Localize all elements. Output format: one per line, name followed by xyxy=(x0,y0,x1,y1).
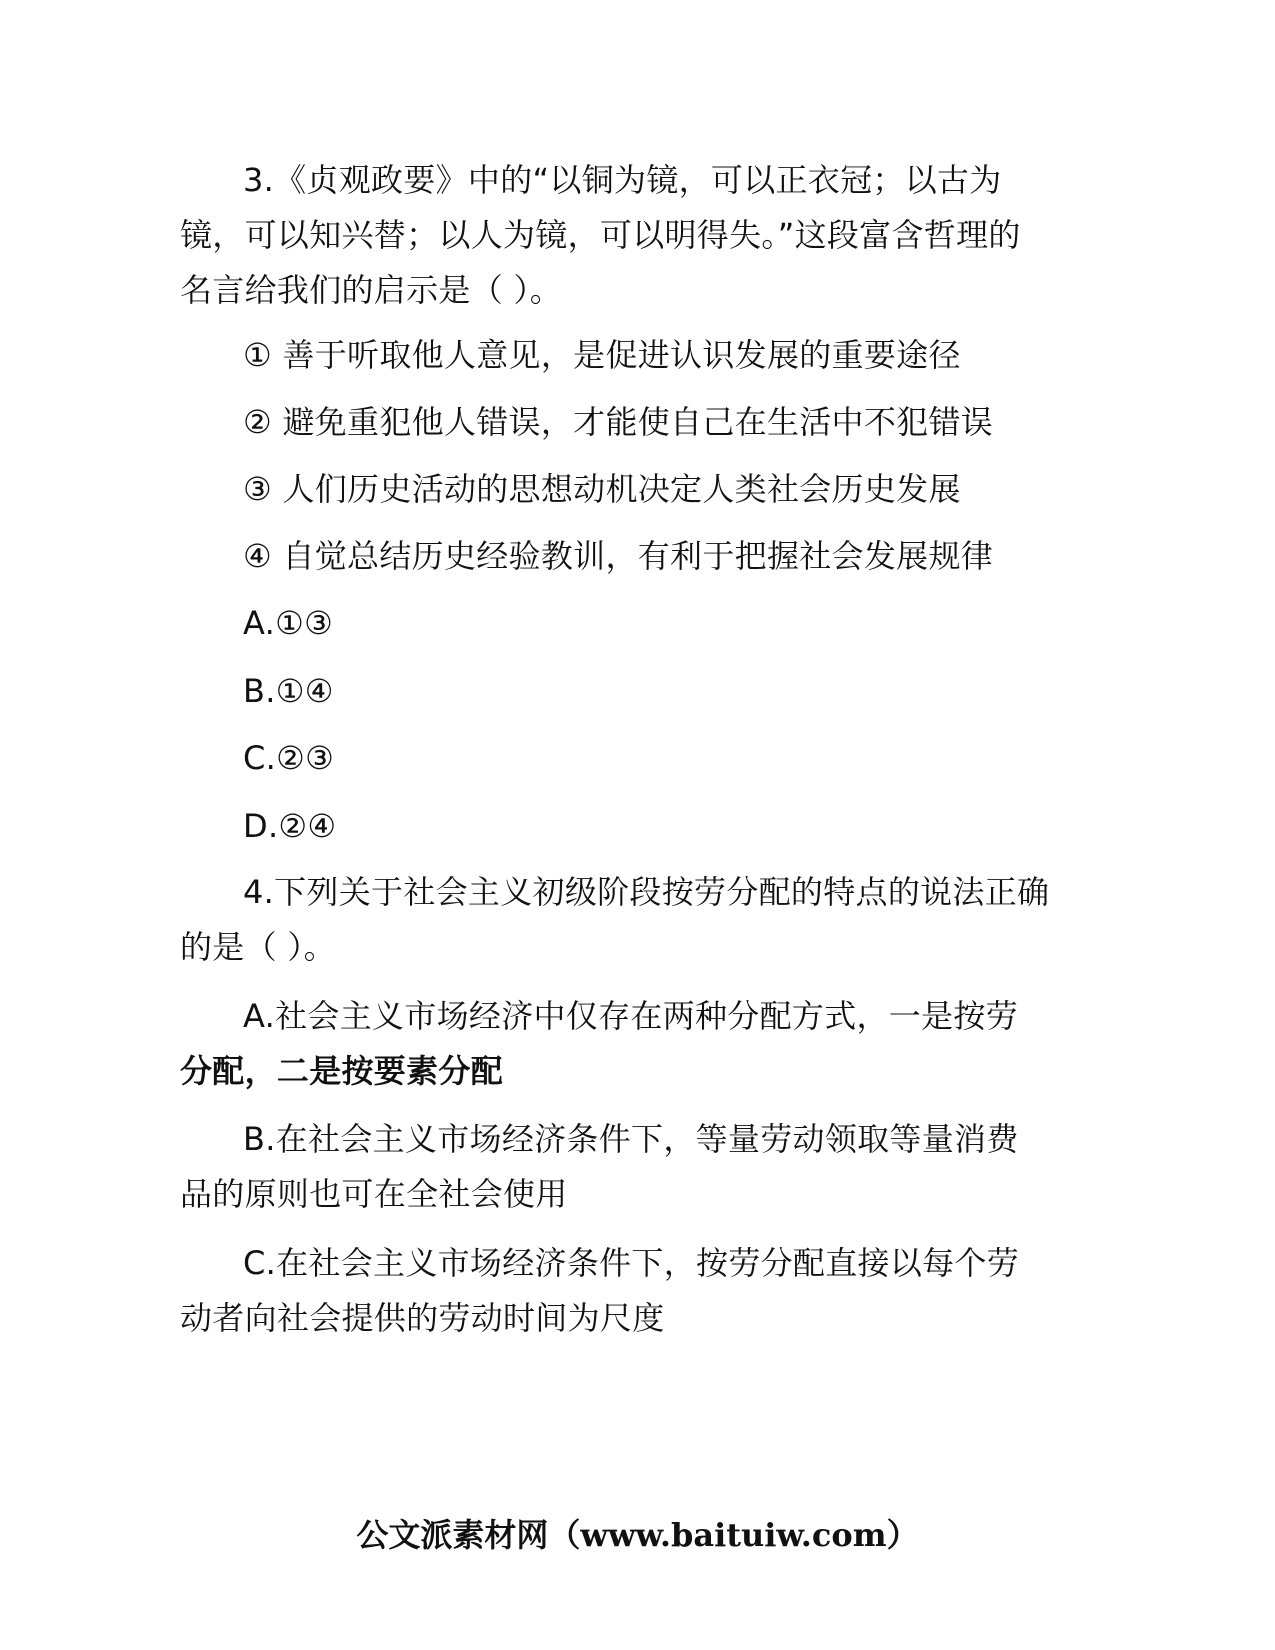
question-3-option-a: A.①③ xyxy=(243,604,334,642)
question-3-statement-1: ① 善于听取他人意见，是促进认识发展的重要途径 xyxy=(243,336,961,374)
question-3-stem-line-3: 名言给我们的启示是（ ）。 xyxy=(180,271,563,309)
question-3-statement-3: ③ 人们历史活动的思想动机决定人类社会历史发展 xyxy=(243,470,961,508)
question-4-option-b-line-1: B.在社会主义市场经济条件下，等量劳动领取等量消费 xyxy=(243,1120,1019,1158)
question-4-option-c-line-2: 动者向社会提供的劳动时间为尺度 xyxy=(180,1299,665,1337)
question-4-option-b-line-2: 品的原则也可在全社会使用 xyxy=(180,1175,568,1213)
footer-source-text: 公文派素材网（www.baituiw.com） xyxy=(356,1516,919,1554)
question-4-option-a-line-2: 分配，二是按要素分配 xyxy=(180,1052,504,1090)
question-3-statement-2: ② 避免重犯他人错误，才能使自己在生活中不犯错误 xyxy=(243,403,994,441)
question-4-stem-line-2: 的是（ ）。 xyxy=(180,928,336,966)
question-3-option-c: C.②③ xyxy=(243,739,335,777)
question-3-option-d: D.②④ xyxy=(243,807,337,845)
question-3-statement-4: ④ 自觉总结历史经验教训，有利于把握社会发展规律 xyxy=(243,537,994,575)
question-4-option-a-line-1: A.社会主义市场经济中仅存在两种分配方式，一是按劳 xyxy=(243,997,1019,1035)
question-3-stem-line-1: 3.《贞观政要》中的“以铜为镜，可以正衣冠；以古为 xyxy=(243,161,1002,199)
question-4-stem-line-1: 4.下列关于社会主义初级阶段按劳分配的特点的说法正确 xyxy=(243,873,1050,911)
question-3-stem-line-2: 镜，可以知兴替；以人为镜，可以明得失。”这段富含哲理的 xyxy=(180,216,1021,254)
question-4-option-c-line-1: C.在社会主义市场经济条件下，按劳分配直接以每个劳 xyxy=(243,1244,1020,1282)
question-3-option-b: B.①④ xyxy=(243,672,334,710)
